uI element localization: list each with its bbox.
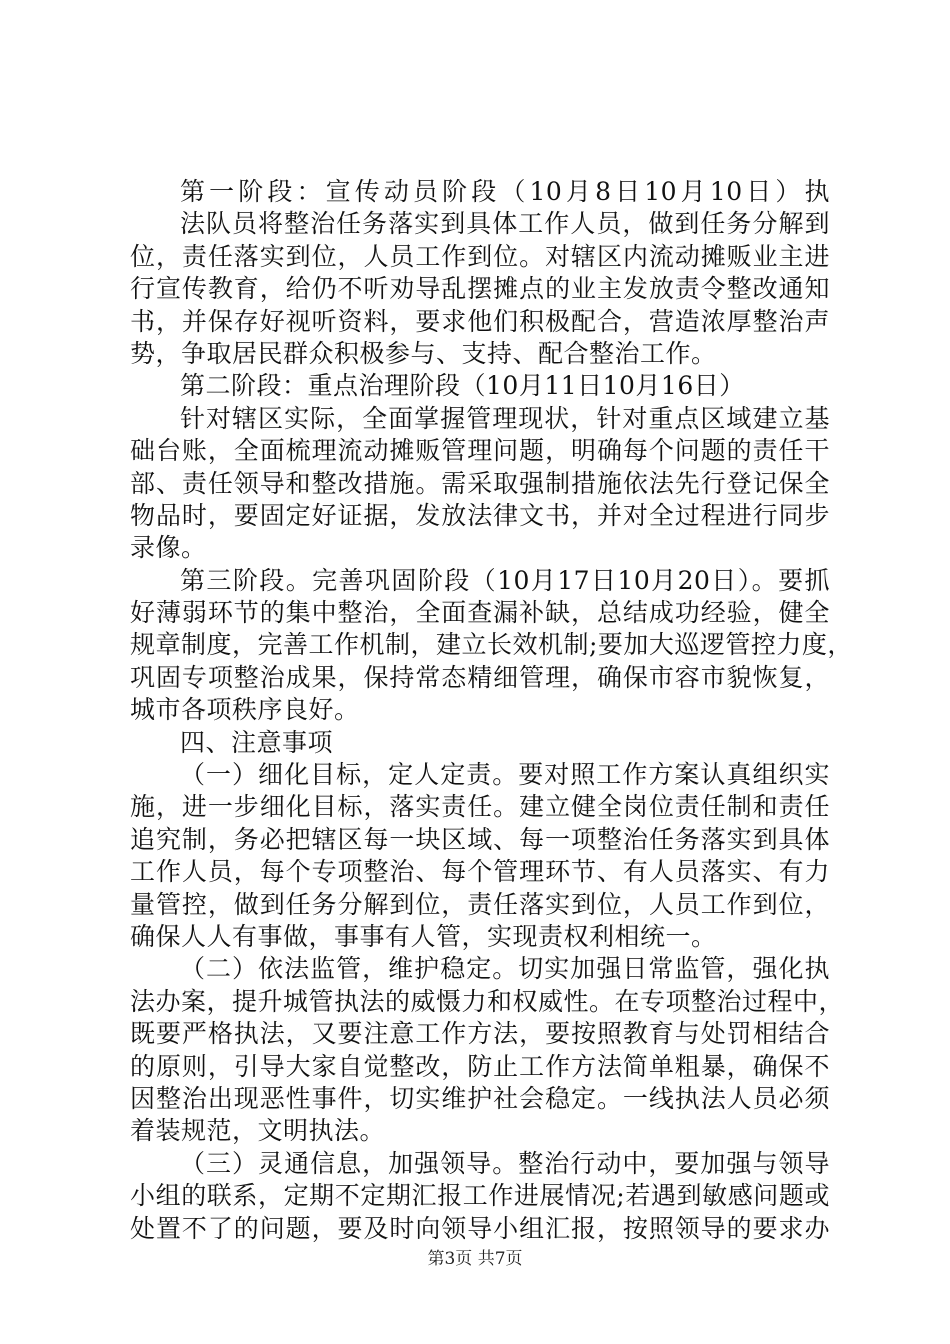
text-line: 好薄弱环节的集中整治，全面查漏补缺，总结成功经验，健全 bbox=[130, 598, 830, 628]
text-line: 势，争取居民群众积极参与、支持、配合整治工作。 bbox=[130, 338, 717, 368]
text-line: 量管控，做到任务分解到位，责任落实到位，人员工作到位， bbox=[130, 889, 830, 919]
text-line: 既要严格执法，又要注意工作方法，要按照教育与处罚相结合 bbox=[130, 1019, 830, 1049]
text-line: 部、责任领导和整改措施。需采取强制措施依法先行登记保全 bbox=[130, 468, 830, 498]
text-line: 施，进一步细化目标，落实责任。建立健全岗位责任制和责任 bbox=[130, 792, 830, 822]
text-line: 处置不了的问题，要及时向领导小组汇报，按照领导的要求办 bbox=[130, 1213, 830, 1243]
text-line: 录像。 bbox=[130, 533, 207, 563]
text-line: （二）依法监管，维护稳定。切实加强日常监管，强化执 bbox=[180, 954, 830, 984]
text-line: 第三阶段。完善巩固阶段（10月17日10月20日）。要抓 bbox=[180, 565, 830, 595]
text-line: 书，并保存好视听资料，要求他们积极配合，营造浓厚整治声 bbox=[130, 306, 830, 336]
text-line: 追究制，务必把辖区每一块区域、每一项整治任务落实到具体 bbox=[130, 824, 830, 854]
document-body bbox=[130, 176, 853, 1245]
text-line: 法办案，提升城管执法的威慑力和权威性。在专项整治过程中， bbox=[130, 986, 845, 1016]
text-line: 小组的联系，定期不定期汇报工作进展情况;若遇到敏感问题或 bbox=[130, 1181, 830, 1211]
text-line: 针对辖区实际，全面掌握管理现状，针对重点区域建立基 bbox=[180, 403, 830, 433]
text-line: （一）细化目标，定人定责。要对照工作方案认真组织实 bbox=[180, 760, 830, 790]
text-line: （三）灵通信息，加强领导。整治行动中，要加强与领导 bbox=[180, 1148, 830, 1178]
text-line: 规章制度，完善工作机制，建立长效机制;要加大巡逻管控力度， bbox=[130, 630, 853, 660]
text-line: 四、注意事项 bbox=[180, 727, 334, 757]
text-line: 的原则，引导大家自觉整改，防止工作方法简单粗暴，确保不 bbox=[130, 1051, 830, 1081]
text-line: 工作人员，每个专项整治、每个管理环节、有人员落实、有力 bbox=[130, 857, 830, 887]
text-line: 法队员将整治任务落实到具体工作人员，做到任务分解到 bbox=[180, 209, 830, 239]
text-line: 着装规范，文明执法。 bbox=[130, 1116, 386, 1146]
text-line: 巩固专项整治成果，保持常态精细管理，确保市容市貌恢复， bbox=[130, 662, 830, 692]
text-line: 物品时，要固定好证据，发放法律文书，并对全过程进行同步 bbox=[130, 500, 830, 530]
text-line: 位，责任落实到位，人员工作到位。对辖区内流动摊贩业主进 bbox=[130, 241, 830, 271]
text-line: 因整治出现恶性事件，切实维护社会稳定。一线执法人员必须 bbox=[130, 1083, 830, 1113]
text-line: 础台账，全面梳理流动摊贩管理问题，明确每个问题的责任干 bbox=[130, 436, 830, 466]
text-line: 确保人人有事做，事事有人管，实现责权利相统一。 bbox=[130, 921, 717, 951]
text-line: 城市各项秩序良好。 bbox=[130, 695, 360, 725]
text-line: 第一阶段：宣传动员阶段（10月8日10月10日）执 bbox=[180, 177, 830, 206]
text-line: 第二阶段：重点治理阶段（10月11日10月16日） bbox=[180, 371, 745, 401]
page-number-footer: 第3页 共7页 bbox=[427, 1249, 523, 1269]
text-line: 行宣传教育，给仍不听劝导乱摆摊点的业主发放责令整改通知 bbox=[130, 274, 830, 304]
